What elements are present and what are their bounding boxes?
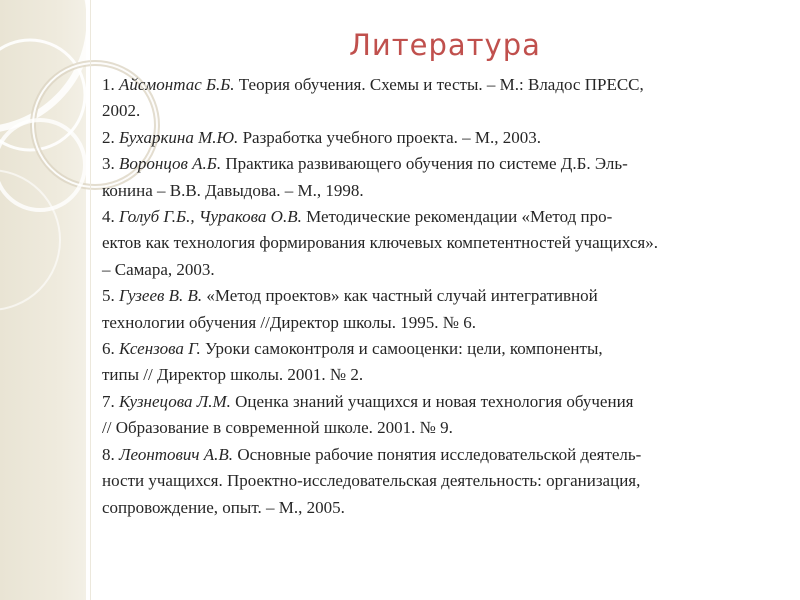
reference-number: 7. [102, 391, 115, 411]
reference-author: Воронцов А.Б. [119, 154, 222, 174]
reference-number: 4. [102, 207, 115, 227]
reference-continuation: – Самара, 2003. [102, 259, 215, 279]
reference-number: 5. [102, 286, 115, 306]
reference-text: Методические рекомендации «Метод про- [306, 207, 613, 227]
reference-continuation: сопровождение, опыт. – М., 2005. [102, 497, 345, 517]
reference-continuation: ности учащихся. Проектно-исследовательская деятельность: организация, [102, 471, 641, 491]
reference-continuation: ектов как технология формирования ключевых компетентностей учащихся». [102, 233, 658, 253]
reference-text: «Метод проектов» как частный случай интегративной [206, 286, 598, 306]
reference-continuation: конина – В.В. Давыдова. – М., 1998. [102, 180, 364, 200]
reference-author: Бухаркина М.Ю. [119, 127, 239, 147]
reference-text: Теория обучения. Схемы и тесты. – М.: Владос ПРЕСС, [238, 75, 644, 94]
reference-number: 1. [102, 75, 115, 94]
reference-author: Ксензова Г. [119, 339, 201, 359]
reference-number: 8. [102, 444, 115, 464]
reference-text: Уроки самоконтроля и самооценки: цели, компоненты, [204, 339, 603, 359]
reference-author: Кузнецова Л.М. [119, 391, 231, 411]
reference-item [102, 72, 782, 98]
reference-number: 2. [102, 127, 115, 147]
page-title: Литература [349, 28, 541, 62]
reference-list [102, 72, 782, 521]
reference-text: Практика развивающего обучения по системе Д.Б. Эль- [225, 154, 628, 174]
reference-item [102, 204, 782, 230]
divider [90, 0, 91, 600]
reference-item [102, 151, 782, 177]
reference-author: Леонтович А.В. [119, 444, 234, 464]
reference-author: Айсмонтас Б.Б. [119, 75, 235, 94]
reference-item [102, 336, 782, 362]
reference-number: 3. [102, 154, 115, 174]
reference-text: Разработка учебного проекта. – М., 2003. [242, 127, 542, 147]
reference-item [102, 125, 782, 151]
reference-item [102, 389, 782, 415]
reference-number: 6. [102, 339, 115, 359]
reference-item [102, 442, 782, 468]
reference-continuation: // Образование в современной школе. 2001. № 9. [102, 418, 453, 438]
reference-text: Оценка знаний учащихся и новая технология обучения [235, 391, 634, 411]
reference-continuation: 2002. [102, 101, 141, 121]
reference-continuation: технологии обучения //Директор школы. 1995. № 6. [102, 312, 476, 332]
reference-continuation: типы // Директор школы. 2001. № 2. [102, 365, 364, 385]
reference-text: Основные рабочие понятия исследовательской деятель- [237, 444, 642, 464]
reference-item [102, 283, 782, 309]
reference-author: Голуб Г.Б., Чуракова О.В. [119, 207, 302, 227]
reference-author: Гузеев В. В. [119, 286, 203, 306]
